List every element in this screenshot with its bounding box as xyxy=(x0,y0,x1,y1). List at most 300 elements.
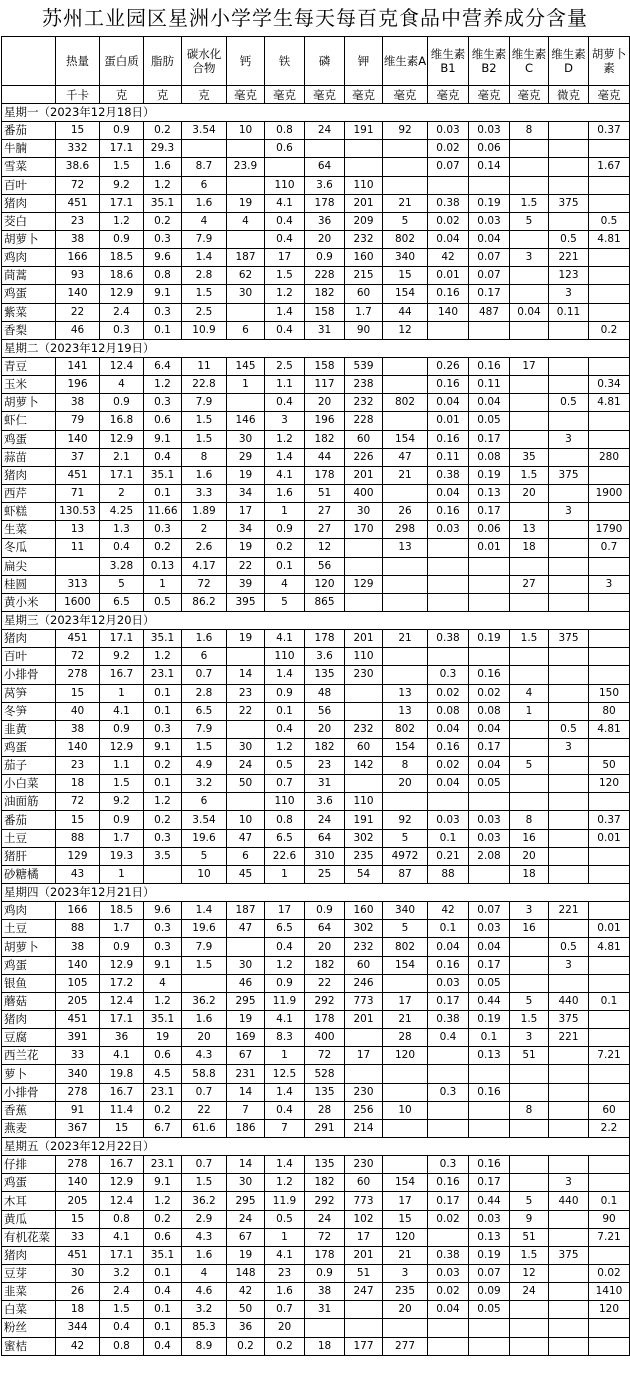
column-unit: 毫克 xyxy=(589,86,630,104)
table-cell: 0.9 xyxy=(265,974,305,992)
table-row xyxy=(2,648,630,666)
food-name: 韭黄 xyxy=(2,720,56,738)
table-cell: 0.37 xyxy=(589,811,630,829)
day-header-row xyxy=(2,1138,630,1156)
table-cell: 0.19 xyxy=(469,630,510,648)
table-cell: 0.2 xyxy=(144,122,182,140)
table-cell xyxy=(589,1246,630,1264)
table-row xyxy=(2,865,630,883)
table-cell: 4.1 xyxy=(100,1047,144,1065)
table-cell: 6 xyxy=(182,648,227,666)
table-cell: 72 xyxy=(305,1047,345,1065)
table-cell xyxy=(549,539,589,557)
table-cell: 0.38 xyxy=(428,630,469,648)
table-cell xyxy=(345,1065,383,1083)
table-cell: 5 xyxy=(265,593,305,611)
table-cell: 0.06 xyxy=(469,140,510,158)
table-row xyxy=(2,1265,630,1283)
table-cell: 0.5 xyxy=(549,230,589,248)
table-cell: 72 xyxy=(56,793,100,811)
table-cell: 2.08 xyxy=(469,847,510,865)
table-cell: 0.1 xyxy=(265,702,305,720)
table-cell: 24 xyxy=(305,1210,345,1228)
table-cell: 0.16 xyxy=(469,357,510,375)
table-cell xyxy=(510,793,549,811)
table-cell xyxy=(589,1337,630,1355)
food-name: 砂糖橘 xyxy=(2,865,56,883)
column-header: 磷 xyxy=(305,37,345,86)
column-header: 热量 xyxy=(56,37,100,86)
table-cell: 3.54 xyxy=(182,122,227,140)
table-cell: 802 xyxy=(383,230,428,248)
table-cell: 0.03 xyxy=(428,974,469,992)
table-cell xyxy=(589,593,630,611)
table-cell xyxy=(510,503,549,521)
table-cell: 19 xyxy=(227,194,265,212)
table-cell: 277 xyxy=(383,1337,428,1355)
table-cell: 4972 xyxy=(383,847,428,865)
table-cell: 375 xyxy=(549,630,589,648)
food-name: 胡萝卜 xyxy=(2,394,56,412)
food-name: 生菜 xyxy=(2,521,56,539)
table-cell: 1 xyxy=(144,575,182,593)
table-cell: 4.1 xyxy=(100,702,144,720)
table-cell: 0.4 xyxy=(265,212,305,230)
table-cell: 0.01 xyxy=(428,267,469,285)
table-cell: 27 xyxy=(305,503,345,521)
table-cell: 16 xyxy=(510,829,549,847)
table-cell: 230 xyxy=(345,1083,383,1101)
table-cell: 0.4 xyxy=(144,1337,182,1355)
table-cell xyxy=(383,1156,428,1174)
table-cell: 0.4 xyxy=(144,1283,182,1301)
table-row xyxy=(2,376,630,394)
table-cell: 2.6 xyxy=(182,539,227,557)
table-cell: 1 xyxy=(510,702,549,720)
table-cell: 0.9 xyxy=(100,394,144,412)
table-cell: 64 xyxy=(305,829,345,847)
table-cell xyxy=(589,648,630,666)
table-cell: 29.3 xyxy=(144,140,182,158)
table-cell xyxy=(549,757,589,775)
food-name: 青豆 xyxy=(2,357,56,375)
table-cell: 0.16 xyxy=(428,430,469,448)
table-cell: 865 xyxy=(305,593,345,611)
table-cell xyxy=(182,140,227,158)
table-cell: 1.5 xyxy=(510,466,549,484)
table-cell: 182 xyxy=(305,430,345,448)
table-cell xyxy=(227,793,265,811)
table-cell: 42 xyxy=(56,1337,100,1355)
table-cell: 14 xyxy=(227,1083,265,1101)
food-name: 粉丝 xyxy=(2,1319,56,1337)
table-cell: 0.04 xyxy=(428,1301,469,1319)
table-cell: 15 xyxy=(383,1210,428,1228)
table-cell: 19.3 xyxy=(100,847,144,865)
table-cell: 26 xyxy=(383,503,428,521)
table-cell: 1.1 xyxy=(265,376,305,394)
table-cell: 0.3 xyxy=(428,1156,469,1174)
table-cell: 6.7 xyxy=(144,1119,182,1137)
table-cell: 0.2 xyxy=(265,539,305,557)
table-cell xyxy=(549,1210,589,1228)
table-cell: 0.1 xyxy=(589,992,630,1010)
table-cell xyxy=(549,920,589,938)
table-cell: 0.02 xyxy=(428,757,469,775)
table-row xyxy=(2,702,630,720)
table-cell: 178 xyxy=(305,630,345,648)
table-cell: 42 xyxy=(428,249,469,267)
table-cell xyxy=(589,1065,630,1083)
table-cell: 4.1 xyxy=(265,630,305,648)
table-cell: 6 xyxy=(227,321,265,339)
day-header-row xyxy=(2,611,630,629)
table-cell: 0.4 xyxy=(265,394,305,412)
table-cell: 295 xyxy=(227,1192,265,1210)
table-cell: 17.1 xyxy=(100,140,144,158)
table-cell: 0.14 xyxy=(469,158,510,176)
food-name: 鸡蛋 xyxy=(2,1174,56,1192)
food-name: 牛腩 xyxy=(2,140,56,158)
table-cell: 0.13 xyxy=(469,484,510,502)
table-cell: 5 xyxy=(383,829,428,847)
table-cell: 0.9 xyxy=(100,811,144,829)
table-cell xyxy=(428,1319,469,1337)
table-row xyxy=(2,412,630,430)
table-cell: 0.02 xyxy=(428,1283,469,1301)
table-cell: 0.2 xyxy=(265,1337,305,1355)
food-name: 猪肉 xyxy=(2,1246,56,1264)
table-cell: 20 xyxy=(305,230,345,248)
table-cell xyxy=(56,557,100,575)
table-cell: 58.8 xyxy=(182,1065,227,1083)
day-header-row xyxy=(2,104,630,122)
table-cell: 135 xyxy=(305,1156,345,1174)
table-cell: 0.3 xyxy=(144,938,182,956)
table-cell: 0.06 xyxy=(469,521,510,539)
table-cell: 0.16 xyxy=(428,503,469,521)
table-cell xyxy=(589,357,630,375)
table-cell: 2.5 xyxy=(265,357,305,375)
table-cell: 22.8 xyxy=(182,376,227,394)
table-cell: 0.3 xyxy=(144,230,182,248)
table-cell xyxy=(227,394,265,412)
table-cell: 302 xyxy=(345,920,383,938)
table-cell xyxy=(589,1029,630,1047)
table-cell: 0.3 xyxy=(428,1083,469,1101)
table-cell xyxy=(469,793,510,811)
table-cell: 4 xyxy=(182,1265,227,1283)
table-cell: 0.17 xyxy=(469,430,510,448)
table-cell: 0.04 xyxy=(510,303,549,321)
table-cell xyxy=(510,1337,549,1355)
table-cell: 4.1 xyxy=(265,466,305,484)
table-cell xyxy=(549,666,589,684)
table-cell: 23.9 xyxy=(227,158,265,176)
table-cell: 182 xyxy=(305,1174,345,1192)
nutrition-table xyxy=(1,36,630,1356)
table-cell xyxy=(549,484,589,502)
table-cell: 90 xyxy=(345,321,383,339)
table-cell: 120 xyxy=(589,775,630,793)
column-unit: 毫克 xyxy=(510,86,549,104)
table-cell xyxy=(383,974,428,992)
table-cell: 123 xyxy=(549,267,589,285)
table-cell: 440 xyxy=(549,1192,589,1210)
table-cell: 298 xyxy=(383,521,428,539)
table-cell: 0.9 xyxy=(265,684,305,702)
table-cell xyxy=(589,847,630,865)
table-cell: 0.38 xyxy=(428,1246,469,1264)
table-row xyxy=(2,303,630,321)
table-cell: 0.7 xyxy=(182,1083,227,1101)
table-cell: 27 xyxy=(305,521,345,539)
table-cell: 17 xyxy=(345,1047,383,1065)
table-cell: 0.5 xyxy=(549,938,589,956)
table-cell: 17 xyxy=(383,1192,428,1210)
table-cell: 129 xyxy=(345,575,383,593)
table-cell: 1 xyxy=(265,1047,305,1065)
table-cell: 0.01 xyxy=(469,539,510,557)
table-cell: 292 xyxy=(305,1192,345,1210)
table-cell: 12.9 xyxy=(100,956,144,974)
table-cell: 60 xyxy=(345,285,383,303)
table-cell: 117 xyxy=(305,376,345,394)
table-cell: 0.3 xyxy=(144,303,182,321)
table-cell: 0.16 xyxy=(428,285,469,303)
table-cell: 291 xyxy=(305,1119,345,1137)
table-cell: 1.3 xyxy=(100,521,144,539)
table-cell: 0.07 xyxy=(428,158,469,176)
table-cell: 451 xyxy=(56,1011,100,1029)
table-cell: 375 xyxy=(549,466,589,484)
table-cell: 30 xyxy=(56,1265,100,1283)
table-cell: 17.2 xyxy=(100,974,144,992)
table-cell xyxy=(510,1119,549,1137)
table-cell: 23.1 xyxy=(144,1083,182,1101)
table-cell: 0.26 xyxy=(428,357,469,375)
table-cell: 35.1 xyxy=(144,1011,182,1029)
table-cell: 1.5 xyxy=(510,194,549,212)
table-cell: 0.9 xyxy=(305,249,345,267)
table-cell: 9.1 xyxy=(144,430,182,448)
table-cell: 22 xyxy=(227,702,265,720)
table-cell: 1.5 xyxy=(182,738,227,756)
table-cell: 1790 xyxy=(589,521,630,539)
table-cell: 47 xyxy=(227,829,265,847)
table-cell: 451 xyxy=(56,466,100,484)
table-cell xyxy=(589,902,630,920)
table-row xyxy=(2,1283,630,1301)
table-row xyxy=(2,974,630,992)
table-cell xyxy=(549,1319,589,1337)
column-header: 胡萝卜素 xyxy=(589,37,630,86)
table-cell xyxy=(549,1083,589,1101)
table-cell: 292 xyxy=(305,992,345,1010)
table-cell: 0.7 xyxy=(589,539,630,557)
table-cell xyxy=(510,412,549,430)
table-cell: 8 xyxy=(182,448,227,466)
table-cell: 3.2 xyxy=(182,775,227,793)
table-cell: 1.4 xyxy=(265,303,305,321)
table-cell: 4.81 xyxy=(589,394,630,412)
table-cell xyxy=(510,775,549,793)
table-cell: 1 xyxy=(265,865,305,883)
table-cell: 2.8 xyxy=(182,684,227,702)
table-cell: 487 xyxy=(469,303,510,321)
table-cell xyxy=(549,176,589,194)
table-cell: 201 xyxy=(345,466,383,484)
table-cell xyxy=(589,666,630,684)
table-cell: 169 xyxy=(227,1029,265,1047)
table-cell xyxy=(510,158,549,176)
table-cell: 47 xyxy=(383,448,428,466)
food-name: 胡萝卜 xyxy=(2,938,56,956)
table-row xyxy=(2,847,630,865)
table-cell: 3 xyxy=(510,249,549,267)
table-cell: 1.5 xyxy=(100,158,144,176)
food-name: 鸡蛋 xyxy=(2,430,56,448)
table-cell xyxy=(549,376,589,394)
food-name: 猪肉 xyxy=(2,630,56,648)
table-cell: 120 xyxy=(305,575,345,593)
table-cell: 50 xyxy=(227,1301,265,1319)
table-cell: 110 xyxy=(265,176,305,194)
table-cell xyxy=(227,648,265,666)
table-cell: 1.6 xyxy=(182,194,227,212)
table-row xyxy=(2,684,630,702)
table-cell: 0.21 xyxy=(428,847,469,865)
column-unit: 毫克 xyxy=(469,86,510,104)
table-cell: 1.2 xyxy=(144,992,182,1010)
table-cell: 375 xyxy=(549,194,589,212)
table-cell: 2 xyxy=(100,484,144,502)
table-cell: 24 xyxy=(227,757,265,775)
food-name: 有机花菜 xyxy=(2,1228,56,1246)
table-cell: 0.04 xyxy=(469,230,510,248)
table-cell: 4 xyxy=(227,212,265,230)
table-row xyxy=(2,829,630,847)
table-cell: 6.4 xyxy=(144,357,182,375)
table-cell: 191 xyxy=(345,122,383,140)
table-cell: 72 xyxy=(56,176,100,194)
table-cell: 221 xyxy=(549,902,589,920)
table-row xyxy=(2,1192,630,1210)
table-cell: 23 xyxy=(56,757,100,775)
table-cell xyxy=(510,1301,549,1319)
day-label: 星期三（2023年12月20日） xyxy=(2,611,630,629)
table-cell: 367 xyxy=(56,1119,100,1137)
table-cell: 0.17 xyxy=(469,285,510,303)
table-cell: 56 xyxy=(305,702,345,720)
table-cell: 72 xyxy=(182,575,227,593)
table-cell: 0.6 xyxy=(144,1228,182,1246)
column-unit: 毫克 xyxy=(345,86,383,104)
table-cell: 0.6 xyxy=(144,412,182,430)
table-cell: 2.4 xyxy=(100,1283,144,1301)
table-cell: 0.8 xyxy=(265,811,305,829)
table-cell xyxy=(428,1228,469,1246)
column-unit: 毫克 xyxy=(305,86,345,104)
table-cell xyxy=(383,376,428,394)
table-cell xyxy=(549,212,589,230)
table-cell: 0.38 xyxy=(428,1011,469,1029)
day-header-row xyxy=(2,339,630,357)
table-cell: 4 xyxy=(182,212,227,230)
table-cell: 13 xyxy=(383,684,428,702)
table-cell: 0.9 xyxy=(100,230,144,248)
table-cell: 7 xyxy=(265,1119,305,1137)
table-cell: 201 xyxy=(345,1246,383,1264)
table-cell: 9.2 xyxy=(100,648,144,666)
table-cell: 0.1 xyxy=(144,702,182,720)
table-cell xyxy=(589,285,630,303)
table-cell: 130.53 xyxy=(56,503,100,521)
table-row xyxy=(2,1156,630,1174)
table-row xyxy=(2,158,630,176)
table-cell xyxy=(227,303,265,321)
table-cell xyxy=(549,1265,589,1283)
food-name: 豆腐 xyxy=(2,1029,56,1047)
table-cell: 344 xyxy=(56,1319,100,1337)
table-cell: 7.9 xyxy=(182,720,227,738)
table-cell: 20 xyxy=(510,847,549,865)
food-name: 土豆 xyxy=(2,829,56,847)
table-cell: 12 xyxy=(383,321,428,339)
table-cell: 18.6 xyxy=(100,267,144,285)
table-cell: 0.13 xyxy=(469,1047,510,1065)
table-cell: 0.5 xyxy=(265,1210,305,1228)
table-cell: 9.6 xyxy=(144,249,182,267)
table-cell: 18 xyxy=(56,775,100,793)
table-cell: 17.1 xyxy=(100,1246,144,1264)
table-cell: 0.04 xyxy=(469,720,510,738)
table-cell xyxy=(510,1174,549,1192)
table-cell xyxy=(510,176,549,194)
table-cell: 154 xyxy=(383,285,428,303)
table-cell: 191 xyxy=(345,811,383,829)
table-cell: 228 xyxy=(345,412,383,430)
table-cell: 12.9 xyxy=(100,430,144,448)
table-cell: 12.4 xyxy=(100,357,144,375)
table-cell: 802 xyxy=(383,938,428,956)
table-cell xyxy=(549,1337,589,1355)
table-cell xyxy=(510,394,549,412)
table-cell: 1.5 xyxy=(182,1174,227,1192)
food-name: 鸡蛋 xyxy=(2,956,56,974)
table-cell: 20 xyxy=(182,1029,227,1047)
table-row xyxy=(2,757,630,775)
table-cell: 2.4 xyxy=(100,303,144,321)
food-name: 西兰花 xyxy=(2,1047,56,1065)
food-name: 茭白 xyxy=(2,212,56,230)
table-cell: 231 xyxy=(227,1065,265,1083)
table-cell xyxy=(549,140,589,158)
column-unit: 克 xyxy=(182,86,227,104)
food-name: 猪肉 xyxy=(2,466,56,484)
food-name: 桂圆 xyxy=(2,575,56,593)
table-row xyxy=(2,212,630,230)
table-cell: 8.7 xyxy=(182,158,227,176)
table-cell: 0.2 xyxy=(144,1101,182,1119)
table-cell: 1900 xyxy=(589,484,630,502)
table-cell: 0.05 xyxy=(469,974,510,992)
table-cell: 4.1 xyxy=(265,1246,305,1264)
table-cell: 1600 xyxy=(56,593,100,611)
table-cell: 12.5 xyxy=(265,1065,305,1083)
table-cell: 11 xyxy=(182,357,227,375)
table-cell: 0.38 xyxy=(428,466,469,484)
